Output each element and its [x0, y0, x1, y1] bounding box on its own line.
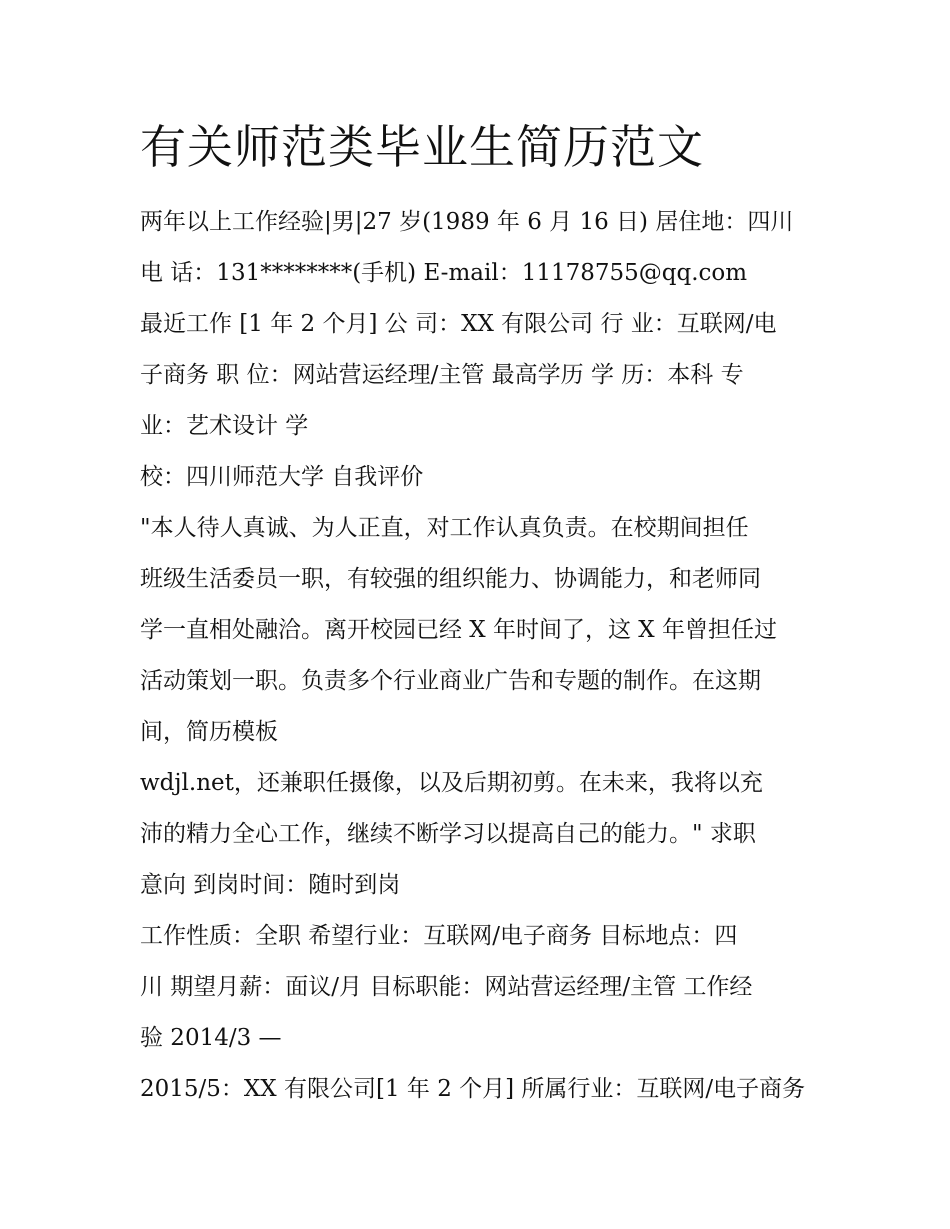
- body-line: wdjl.net，还兼职任摄像，以及后期初剪。在未来，我将以充: [140, 770, 763, 796]
- body-line: 活动策划一职。负责多个行业商业广告和专题的制作。在这期: [140, 668, 761, 694]
- body-line: 验 2014/3 —: [140, 1025, 282, 1051]
- body-line: "本人待人真诚、为人正直，对工作认真负责。在校期间担任: [140, 515, 749, 541]
- body-line: 川 期望月薪：面议/月 目标职能：网站营运经理/主管 工作经: [140, 974, 753, 1000]
- body-line: 工作性质：全职 希望行业：互联网/电子商务 目标地点：四: [140, 923, 738, 949]
- body-line: 业：艺术设计 学: [140, 413, 309, 439]
- body-line: 2015/5：XX 有限公司[1 年 2 个月] 所属行业：互联网/电子商务: [140, 1076, 806, 1102]
- body-line: 学一直相处融洽。离开校园已经 X 年时间了，这 X 年曾担任过: [140, 617, 777, 643]
- body-line: 间，简历模板: [140, 719, 278, 745]
- body-line: 沛的精力全心工作，继续不断学习以提高自己的能力。" 求职: [140, 821, 756, 847]
- document-body: [140, 197, 830, 1115]
- body-line: 子商务 职 位：网站营运经理/主管 最高学历 学 历：本科 专: [140, 362, 744, 388]
- body-line: 班级生活委员一职，有较强的组织能力、协调能力，和老师同: [140, 566, 761, 592]
- body-line: 最近工作 [1 年 2 个月] 公 司：XX 有限公司 行 业：互联网/电: [140, 311, 777, 337]
- body-line: 电 话：131********(手机) E-mail：11178755@qq.com: [140, 260, 748, 286]
- body-line: 校：四川师范大学 自我评价: [140, 464, 424, 490]
- document-title: 有关师范类毕业生简历范文: [140, 120, 704, 174]
- body-line: 意向 到岗时间：随时到岗: [140, 872, 401, 898]
- body-line: 两年以上工作经验|男|27 岁(1989 年 6 月 16 日) 居住地：四川: [140, 209, 794, 235]
